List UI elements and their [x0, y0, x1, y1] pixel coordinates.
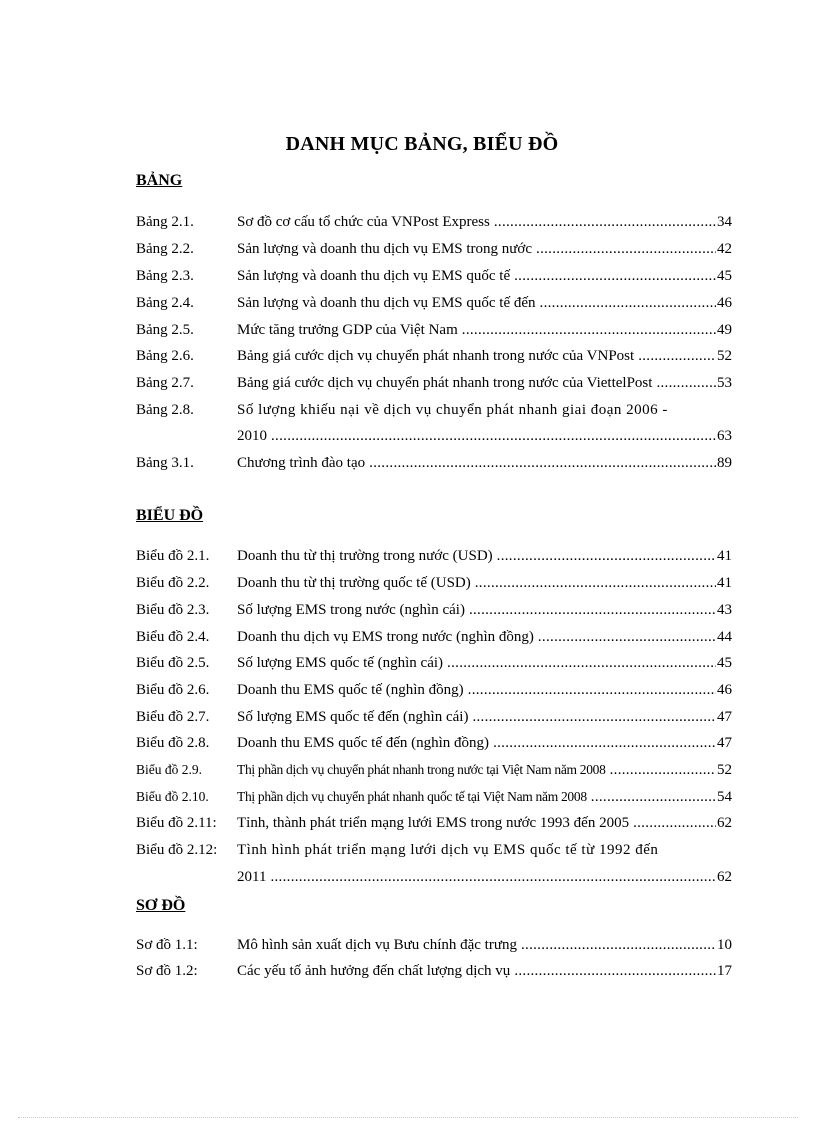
toc-entry-continuation[interactable] — [136, 867, 732, 887]
entry-label: Biểu đồ 2.11: — [136, 815, 217, 831]
entry-label: Sơ đồ 1.1: — [136, 937, 198, 953]
leader-dots — [369, 453, 716, 473]
entry-page: 52 — [717, 762, 732, 778]
entry-page: 62 — [717, 869, 732, 885]
entry-title: Doanh thu EMS quốc tế (nghìn đồng) — [237, 682, 464, 698]
page-title: DANH MỤC BẢNG, BIỂU ĐỒ — [285, 133, 559, 155]
entry-title: Chương trình đào tạo — [237, 455, 366, 471]
entry-page: 47 — [717, 709, 732, 725]
entry-title: Tỉnh, thành phát triển mạng lưới EMS trong nước 1993 đến 2005 — [237, 815, 630, 831]
entry-label: Biểu đồ 2.12: — [136, 842, 218, 858]
leader-dots — [514, 961, 716, 981]
toc-entry[interactable] — [136, 373, 732, 393]
entry-title: Số lượng EMS trong nước (nghìn cái) — [237, 602, 465, 618]
entry-title: Doanh thu từ thị trường trong nước (USD) — [237, 548, 493, 564]
entry-title: Doanh thu từ thị trường quốc tế (USD) — [237, 575, 471, 591]
leader-dots — [468, 680, 716, 700]
leader-dots — [656, 373, 716, 393]
section-heading-so-do: SƠ ĐỒ — [136, 897, 186, 914]
entry-label: Biểu đồ 2.1. — [136, 548, 210, 564]
entry-title: Bảng giá cước dịch vụ chuyển phát nhanh trong nước của VNPost — [237, 348, 635, 364]
leader-dots — [638, 346, 716, 366]
leader-dots — [610, 760, 716, 780]
leader-dots — [447, 653, 716, 673]
entry-title: Số lượng EMS quốc tế (nghìn cái) — [237, 655, 444, 671]
toc-entry[interactable] — [136, 733, 732, 753]
entry-page: 63 — [717, 428, 732, 444]
entry-page: 54 — [717, 789, 732, 805]
toc-entry[interactable] — [136, 627, 732, 647]
entry-page: 34 — [717, 214, 732, 230]
entry-label: Bảng 2.3. — [136, 268, 194, 284]
entry-title: Mức tăng trưởng GDP của Việt Nam — [237, 322, 458, 338]
entry-page: 45 — [717, 268, 732, 284]
entry-label: Biểu đồ 2.7. — [136, 709, 210, 725]
toc-entry[interactable] — [136, 293, 732, 313]
entry-label: Biểu đồ 2.10. — [136, 789, 209, 804]
entry-label: Bảng 2.5. — [136, 322, 194, 338]
toc-entry[interactable] — [136, 346, 732, 366]
entry-title: 2011 — [237, 869, 267, 885]
leader-dots — [462, 320, 716, 340]
toc-entry[interactable] — [136, 787, 732, 807]
toc-entry[interactable] — [136, 573, 732, 593]
entry-label: Bảng 2.2. — [136, 241, 194, 257]
toc-entry[interactable] — [136, 400, 732, 420]
entry-title: Mô hình sản xuất dịch vụ Bưu chính đặc trưng — [237, 937, 517, 953]
entry-title: 2010 — [237, 428, 267, 444]
section-heading-bang: BẢNG — [136, 172, 183, 189]
entry-page: 46 — [717, 295, 732, 311]
entry-title: Các yếu tố ảnh hưởng đến chất lượng dịch vụ — [237, 963, 511, 979]
leader-dots — [540, 293, 716, 313]
toc-entry[interactable] — [136, 239, 732, 259]
leader-dots — [472, 707, 716, 727]
leader-dots — [497, 546, 716, 566]
entry-label: Biểu đồ 2.4. — [136, 629, 210, 645]
entry-page: 46 — [717, 682, 732, 698]
entry-page: 42 — [717, 241, 732, 257]
entry-title: Thị phần dịch vụ chuyển phát nhanh trong nước tại Việt Nam năm 2008 — [237, 762, 606, 777]
entry-label: Bảng 3.1. — [136, 455, 194, 471]
section-heading-bieu-do: BIỂU ĐỒ — [136, 507, 204, 524]
entry-page: 52 — [717, 348, 732, 364]
page-bottom-rule — [18, 1117, 798, 1118]
leader-dots — [493, 733, 716, 753]
toc-entry[interactable] — [136, 760, 732, 780]
entry-page: 41 — [717, 548, 732, 564]
entry-title: Sơ đồ cơ cấu tổ chức của VNPost Express — [237, 214, 490, 230]
leader-dots — [538, 627, 716, 647]
entry-page: 53 — [717, 375, 732, 391]
leader-dots — [591, 787, 716, 807]
leader-dots — [271, 426, 716, 446]
entry-title: Thị phần dịch vụ chuyển phát nhanh quốc tế tại Việt Nam năm 2008 — [237, 789, 587, 804]
toc-entry[interactable] — [136, 546, 732, 566]
leader-dots — [270, 867, 716, 887]
entry-label: Bảng 2.6. — [136, 348, 194, 364]
toc-entry-continuation[interactable] — [136, 426, 732, 446]
leader-dots — [521, 935, 716, 955]
leader-dots — [469, 600, 716, 620]
entry-label: Sơ đồ 1.2: — [136, 963, 198, 979]
leader-dots — [536, 239, 716, 259]
entry-title: Doanh thu dịch vụ EMS trong nước (nghìn đồng) — [237, 629, 534, 645]
entry-page: 10 — [717, 937, 732, 953]
entry-label: Biểu đồ 2.8. — [136, 735, 210, 751]
leader-dots — [633, 813, 716, 833]
toc-entry[interactable] — [136, 680, 732, 700]
entry-page: 62 — [717, 815, 732, 831]
entry-label: Bảng 2.4. — [136, 295, 194, 311]
toc-entry[interactable] — [136, 935, 732, 955]
entry-title: Tình hình phát triển mạng lưới dịch vụ EMS quốc tế từ 1992 đến — [237, 842, 659, 858]
toc-entry[interactable] — [136, 453, 732, 473]
entry-page: 43 — [717, 602, 732, 618]
toc-entry[interactable] — [136, 266, 732, 286]
entry-label: Bảng 2.1. — [136, 214, 194, 230]
entry-page: 41 — [717, 575, 732, 591]
toc-entry[interactable] — [136, 707, 732, 727]
entry-title: Số lượng khiếu nại về dịch vụ chuyển phát nhanh giai đoạn 2006 - — [237, 402, 668, 418]
leader-dots — [494, 212, 716, 232]
toc-entry[interactable] — [136, 813, 732, 833]
entry-page: 47 — [717, 735, 732, 751]
entry-page: 49 — [717, 322, 732, 338]
leader-dots — [475, 573, 716, 593]
toc-entry[interactable] — [136, 320, 732, 340]
toc-entry[interactable] — [136, 212, 732, 232]
entry-title: Bảng giá cước dịch vụ chuyển phát nhanh trong nước của ViettelPost — [237, 375, 653, 391]
leader-dots — [514, 266, 716, 286]
toc-entry[interactable] — [136, 840, 732, 860]
entry-title: Sản lượng và doanh thu dịch vụ EMS quốc tế đến — [237, 295, 536, 311]
entry-title: Sản lượng và doanh thu dịch vụ EMS quốc tế — [237, 268, 511, 284]
entry-label: Biểu đồ 2.9. — [136, 762, 202, 777]
toc-entry[interactable] — [136, 600, 732, 620]
entry-title: Sản lượng và doanh thu dịch vụ EMS trong nước — [237, 241, 533, 257]
toc-entry[interactable] — [136, 961, 732, 981]
entry-label: Biểu đồ 2.2. — [136, 575, 210, 591]
toc-entry[interactable] — [136, 653, 732, 673]
entry-label: Biểu đồ 2.6. — [136, 682, 210, 698]
entry-page: 89 — [717, 455, 732, 471]
entry-label: Bảng 2.8. — [136, 402, 194, 418]
entry-page: 44 — [717, 629, 732, 645]
entry-label: Biểu đồ 2.3. — [136, 602, 210, 618]
entry-title: Doanh thu EMS quốc tế đến (nghìn đồng) — [237, 735, 490, 751]
entry-page: 45 — [717, 655, 732, 671]
entry-page: 17 — [717, 963, 732, 979]
entry-label: Bảng 2.7. — [136, 375, 194, 391]
entry-label: Biểu đồ 2.5. — [136, 655, 210, 671]
entry-title: Số lượng EMS quốc tế đến (nghìn cái) — [237, 709, 469, 725]
